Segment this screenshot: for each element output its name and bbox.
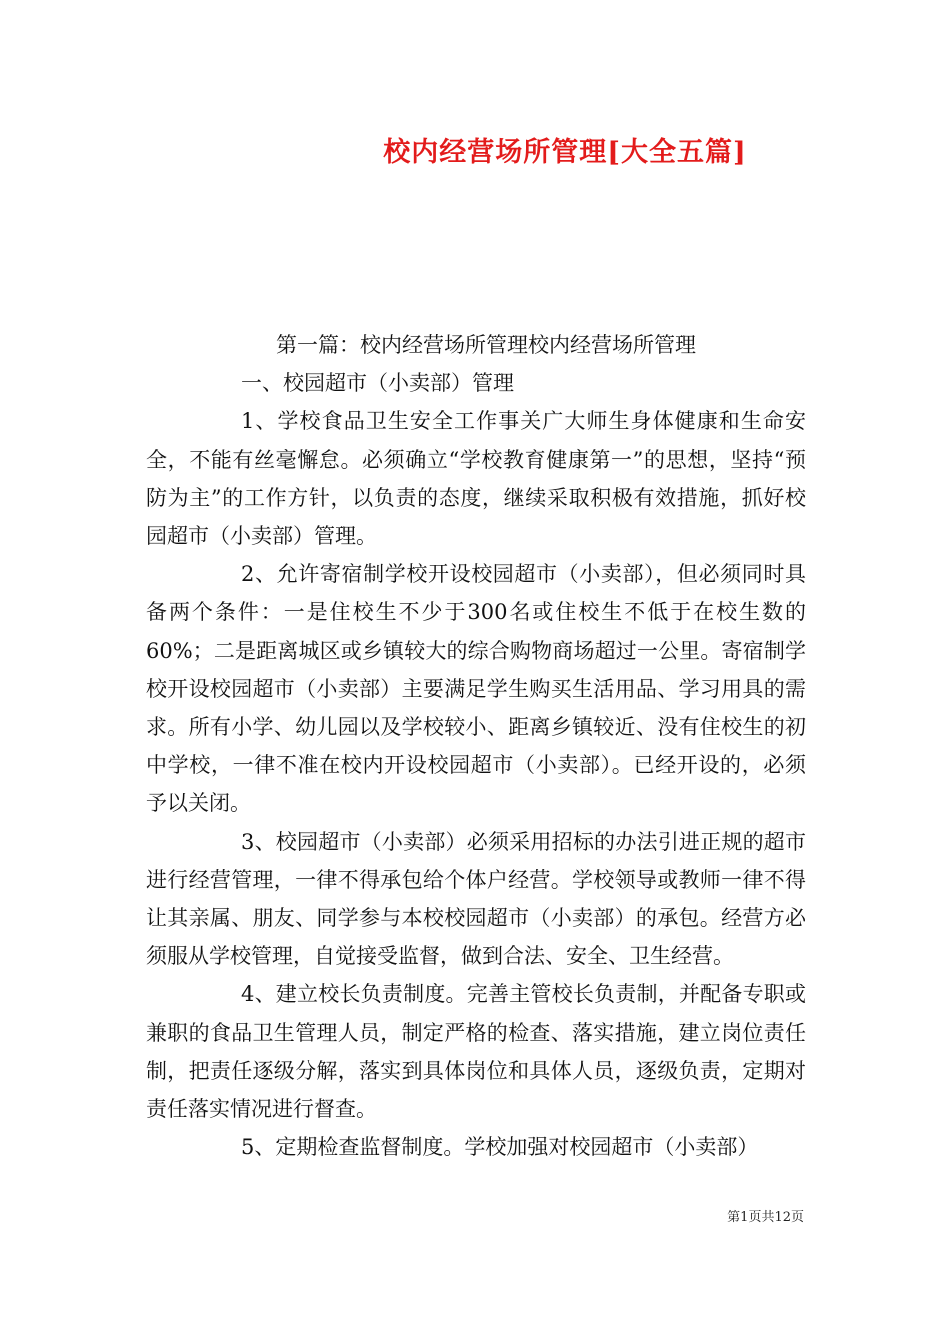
paragraph-1: 1、学校食品卫生安全工作事关广大师生身体健康和生命安全，不能有丝毫懈怠。必须确立“学校教育健康第一”的思想，坚持“预防为主”的工作方针，以负责的态度，继续采取积极有效措施，抓好校园超市（小卖部）管理。 [146,409,806,549]
paragraph-3: 3、校园超市（小卖部）必须采用招标的办法引进正规的超市进行经营管理，一律不得承包给个体户经营。学校领导或教师一律不得让其亲属、朋友、同学参与本校校园超市（小卖部）的承包。经营方必须服从学校管理，自觉接受监督，做到合法、安全、卫生经营。 [146,829,806,969]
chapter-heading: 第一篇：校内经营场所管理校内经营场所管理 [276,333,696,357]
section-heading: 一、校园超市（小卖部）管理 [241,371,514,396]
page-number: 第1页共12页 [727,1210,804,1225]
paragraph-5: 5、定期检查监督制度。学校加强对校园超市（小卖部） [241,1135,759,1160]
document-body [146,326,806,1166]
paragraph-4: 4、建立校长负责制度。完善主管校长负责制，并配备专职或兼职的食品卫生管理人员，制定严格的检查、落实措施，建立岗位责任制，把责任逐级分解，落实到具体岗位和具体人员，逐级负责，定期对责任落实情况进行督查。 [146,982,806,1122]
paragraph-2: 2、允许寄宿制学校开设校园超市（小卖部），但必须同时具备两个条件：一是住校生不少于300名或住校生不低于在校生数的60%；二是距离城区或乡镇较大的综合购物商场超过一公里。寄宿制学校开设校园超市（小卖部）主要满足学生购买生活用品、学习用具的需求。所有小学、幼儿园以及学校较小、距离乡镇较近、没有住校生的初中学校，一律不准在校内开设校园超市（小卖部）。已经开设的，必须予以关闭。 [146,562,806,816]
document-title: 校内经营场所管理[大全五篇] [383,137,747,168]
